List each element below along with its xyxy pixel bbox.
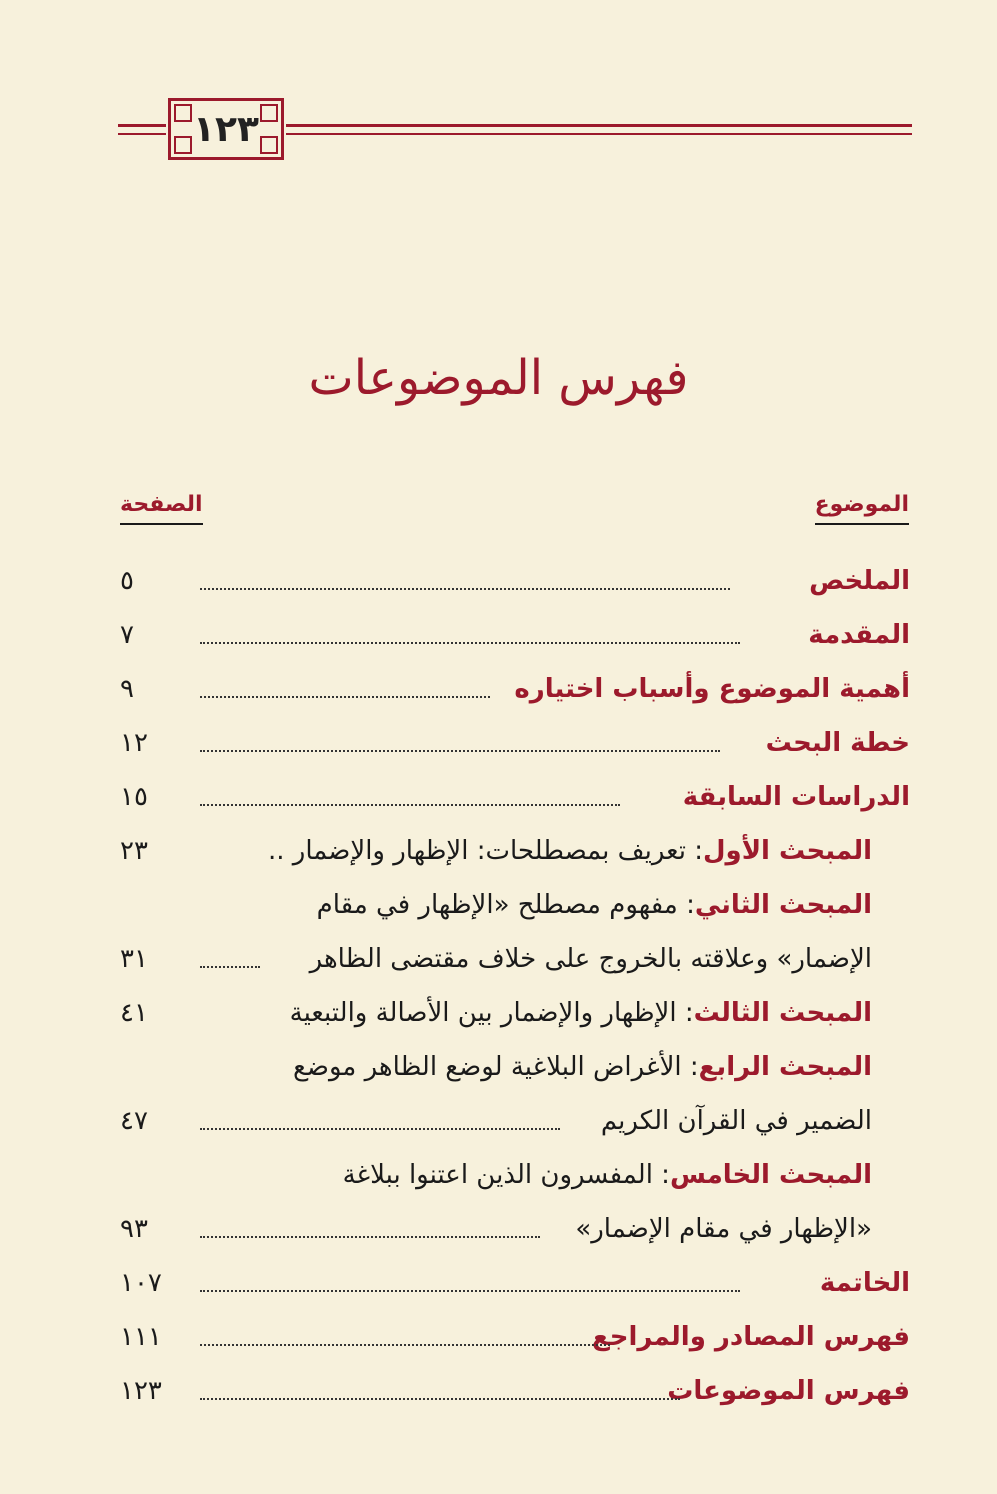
- page-title: فهرس الموضوعات: [308, 350, 689, 406]
- toc-entry-text: : الأغراض البلاغية لوضع الظاهر موضع: [293, 1052, 699, 1082]
- toc-entry-title: أهمية الموضوع وأسباب اختياره: [514, 674, 910, 704]
- header-rule-right-bottom: [286, 133, 912, 135]
- leader-dots: [200, 1128, 560, 1130]
- leader-dots: [200, 1398, 680, 1400]
- leader-dots: [200, 1344, 610, 1346]
- column-head-page: [120, 492, 203, 525]
- toc-entry-page: ٤١: [120, 998, 148, 1028]
- toc-row: [120, 764, 910, 820]
- toc-entry-title: [343, 1160, 872, 1190]
- toc-entry-page: ٩٣: [120, 1214, 148, 1244]
- header-rule-left-top: [118, 124, 166, 127]
- toc-entry-title: [290, 998, 872, 1028]
- column-head-subject-label: الموضوع: [814, 492, 909, 517]
- toc-row: [120, 1304, 910, 1360]
- toc-row: [120, 818, 910, 874]
- leader-dots: [200, 1290, 740, 1292]
- toc-row: [120, 548, 910, 604]
- leader-dots: [200, 804, 620, 806]
- toc-row: [120, 1142, 910, 1198]
- toc-entry-strong: المبحث الأول: [702, 836, 872, 866]
- toc-entry-page: ٣١: [120, 944, 148, 974]
- toc-entry-title: فهرس المصادر والمراجع: [592, 1322, 910, 1352]
- toc-row: [120, 1358, 910, 1414]
- toc-entry-strong: المبحث الثاني: [694, 890, 872, 920]
- toc-entry-strong: المبحث الخامس: [669, 1160, 872, 1190]
- toc-entry-page: ١٠٧: [120, 1268, 162, 1298]
- toc-entry-page: ٤٧: [120, 1106, 148, 1136]
- toc-row: [120, 656, 910, 712]
- leader-dots: [200, 588, 730, 590]
- toc-row: [120, 1034, 910, 1090]
- column-head-subject: [815, 492, 909, 525]
- toc-entry-title: المقدمة: [808, 620, 910, 650]
- column-head-underline: [120, 523, 203, 525]
- toc-entry-text: «الإظهار في مقام الإضمار»: [575, 1214, 872, 1244]
- toc-entry-title: الخاتمة: [819, 1268, 910, 1298]
- toc-entry-text: : مفهوم مصطلح «الإظهار في مقام: [316, 890, 695, 920]
- toc-row: [120, 1088, 910, 1144]
- toc-row: [120, 602, 910, 658]
- toc-row: [120, 872, 910, 928]
- toc-entry-page: ٢٣: [120, 836, 148, 866]
- toc-entry-text: : الإظهار والإضمار بين الأصالة والتبعية: [289, 998, 694, 1028]
- column-head-page-label: الصفحة: [120, 492, 203, 517]
- toc-entry-page: ٥: [120, 566, 134, 596]
- toc-row: [120, 710, 910, 766]
- toc-row: [120, 1250, 910, 1306]
- toc-row: [120, 980, 910, 1036]
- page-number-badge: [168, 98, 284, 160]
- page-number: ١٢٣: [193, 109, 259, 150]
- toc-entry-text: الإضمار» وعلاقته بالخروج على خلاف مقتضى الظاهر: [309, 944, 872, 974]
- toc-entry-title: الدراسات السابقة: [682, 782, 910, 812]
- toc-entry-page: ١٥: [120, 782, 148, 812]
- toc-entry-title: [268, 836, 872, 866]
- leader-dots: [200, 966, 260, 968]
- toc-entry-page: ١٢٣: [120, 1376, 162, 1406]
- toc-row: [120, 926, 910, 982]
- leader-dots: [200, 1236, 540, 1238]
- toc-entry-text: الضمير في القرآن الكريم: [600, 1106, 872, 1136]
- toc-entry-page: ٧: [120, 620, 134, 650]
- column-head-underline: [815, 523, 909, 525]
- toc-entry-text: : تعريف بمصطلحات: الإظهار والإضمار ..: [267, 836, 703, 866]
- toc-entry-page: ١٢: [120, 728, 148, 758]
- leader-dots: [200, 750, 720, 752]
- toc-entry-title: الملخص: [809, 566, 910, 596]
- toc-entry-title: فهرس الموضوعات: [667, 1376, 910, 1406]
- toc-entry-strong: المبحث الثالث: [693, 998, 872, 1028]
- toc-entry-page: ١١١: [120, 1322, 162, 1352]
- header-rule-right-top: [286, 124, 912, 127]
- toc-entry-text: : المفسرون الذين اعتنوا ببلاغة: [342, 1160, 670, 1190]
- toc-entry-title: خطة البحث: [765, 728, 910, 758]
- toc-entry-strong: المبحث الرابع: [698, 1052, 872, 1082]
- toc-entry-page: ٩: [120, 674, 134, 704]
- header-rule-left-bottom: [118, 133, 166, 135]
- leader-dots: [200, 642, 740, 644]
- toc-row: [120, 1196, 910, 1252]
- toc-entry-title: [317, 890, 872, 920]
- toc-entry-title: [293, 1052, 872, 1082]
- leader-dots: [200, 696, 490, 698]
